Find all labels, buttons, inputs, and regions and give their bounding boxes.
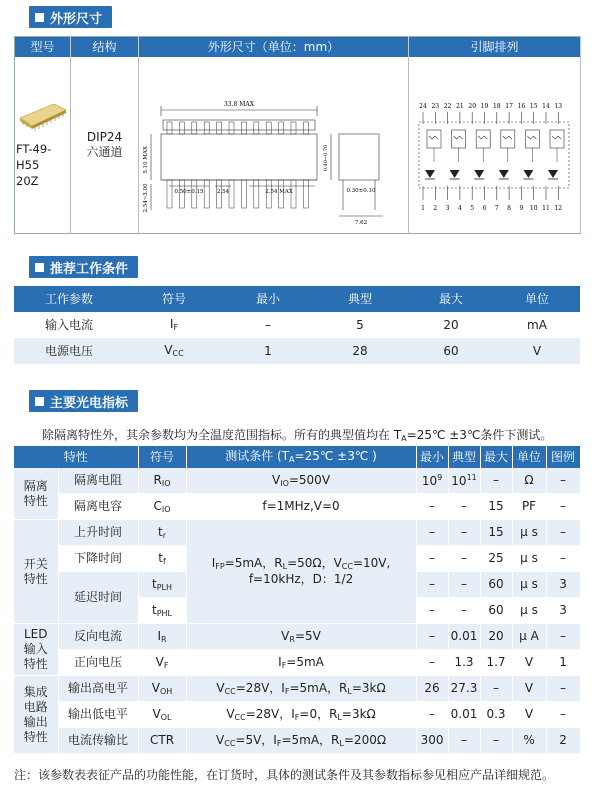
outline-drawing-cell	[139, 57, 409, 233]
fig-cell: –	[546, 676, 580, 702]
led-icon	[523, 170, 533, 178]
cond-sub: IO	[280, 478, 289, 488]
min-cell: –	[265, 317, 271, 332]
min-cell: –	[416, 702, 448, 728]
structure-cell	[71, 57, 139, 233]
symbol: t	[152, 576, 157, 591]
cond: I	[278, 654, 282, 669]
model-name-line1: FT-49-H55	[16, 142, 52, 172]
pin-lead-top	[192, 122, 197, 134]
table-row	[14, 468, 580, 494]
model-name-line2: 20Z	[16, 173, 39, 188]
output-stage	[501, 130, 515, 148]
structure-line1: DIP24	[86, 129, 123, 144]
intro-main: 除隔离特性外，其余参数均为全温度范围指标。所有的典型值均在 T	[42, 428, 402, 442]
led-icon	[548, 170, 558, 178]
fig-cell: –	[546, 520, 580, 546]
col-header: 典型	[312, 286, 408, 312]
fig-cell: –	[546, 702, 580, 728]
pin-number-top: 22	[443, 102, 452, 110]
pin-lead-top	[179, 122, 184, 134]
section-title-text: 推荐工作条件	[50, 261, 129, 277]
cond-part: =200Ω	[343, 732, 387, 747]
param-cell: 输入电流	[44, 317, 93, 332]
typ-cell: –	[448, 546, 480, 572]
pin-lead-top	[204, 122, 209, 134]
recommended-conditions-table	[14, 286, 580, 364]
cond-cell	[186, 468, 416, 494]
symbol-sub: f	[162, 556, 166, 566]
symbol-sub: R	[161, 634, 167, 644]
dim-pitch-total: 2.54 MAX	[265, 188, 293, 195]
led-icon	[474, 170, 484, 178]
cond-part: =3kΩ	[341, 706, 376, 721]
typ-cell: 5	[356, 317, 364, 332]
col-header: 引脚排列	[409, 37, 581, 58]
cond-sub: CC	[234, 712, 246, 722]
outline-table	[14, 36, 581, 234]
cond-tail: =500V	[288, 472, 331, 487]
symbol-cell	[138, 494, 186, 520]
fig-cell: –	[546, 624, 580, 650]
min-cell: –	[416, 572, 448, 598]
pin-lead-bottom	[303, 180, 308, 208]
pin-lead-top	[241, 122, 246, 134]
symbol: C	[153, 498, 162, 513]
cond-part: =28V，I	[235, 680, 285, 695]
pinout-diagram	[409, 60, 579, 230]
symbol: R	[153, 472, 162, 487]
intro-sub: A	[401, 434, 407, 443]
max-cell: 1.7	[480, 650, 512, 676]
min: 10	[421, 473, 438, 488]
symbol: V	[155, 654, 164, 669]
table-row	[14, 728, 580, 754]
fig-cell: 1	[546, 650, 580, 676]
pin-number-bottom: 4	[457, 204, 462, 212]
typ-cell: –	[448, 728, 480, 754]
cond-header-tail: =25℃ ±3℃ )	[294, 449, 377, 463]
param-name: 输出高电平	[58, 676, 138, 702]
min-cell: –	[416, 650, 448, 676]
square-icon	[35, 13, 44, 22]
fig-cell: 3	[546, 572, 580, 598]
pinout-cell	[409, 57, 581, 233]
cond: V	[281, 628, 290, 643]
pin-number-top: 24	[419, 102, 427, 110]
pin-lead-top	[279, 122, 284, 134]
symbol-cell	[138, 702, 186, 728]
pin-lead-bottom	[241, 180, 246, 208]
max-cell: –	[480, 676, 512, 702]
table-row	[14, 650, 580, 676]
cond-sub: L	[337, 712, 342, 722]
cond-sub: CC	[341, 562, 353, 571]
resistor-icon	[552, 136, 561, 139]
cond-part: =0，R	[299, 706, 338, 721]
outline-drawing	[139, 60, 407, 230]
dim-height: 5.10 MAX	[143, 145, 149, 174]
pin-number-top: 17	[505, 102, 513, 110]
section-title-text: 主要光电指标	[50, 395, 129, 411]
typ: 10	[451, 473, 467, 488]
cond-sub: F	[284, 686, 290, 696]
param-name: 隔离电容	[58, 494, 138, 520]
group-label	[14, 676, 58, 754]
pin-number-bottom: 9	[519, 204, 524, 212]
symbol: I	[157, 628, 161, 643]
cond-sub: L	[282, 562, 288, 571]
cond-part: =5V，I	[235, 732, 277, 747]
pin-lead-top	[229, 122, 234, 134]
pin-number-bottom: 8	[507, 204, 512, 212]
min-cell: –	[416, 494, 448, 520]
min-cell: 26	[416, 676, 448, 702]
col-header: 型号	[15, 37, 71, 58]
switch-cond-line2: f=10kHz，D：1/2	[248, 572, 354, 586]
model-cell	[15, 57, 71, 233]
cond-part: =5mA，R	[289, 680, 348, 695]
max-cell: –	[480, 468, 512, 494]
col-header: 最大	[408, 286, 494, 312]
cond-part: =28V，I	[245, 706, 295, 721]
min-cell: 300	[416, 728, 448, 754]
unit-cell: μ s	[512, 546, 546, 572]
table-row	[14, 338, 580, 364]
unit-cell: μ s	[512, 520, 546, 546]
intro-tail: =25℃ ±3℃条件下测试。	[406, 428, 553, 442]
pin-number-top: 19	[480, 102, 489, 110]
cond-part: =10V,	[352, 556, 391, 570]
cond-sub: FP	[215, 562, 225, 571]
col-header: 最小	[224, 286, 312, 312]
min-cell: –	[416, 598, 448, 624]
col-header: 最小	[416, 446, 448, 468]
resistor-icon	[527, 136, 536, 139]
structure-line2: 六通道	[86, 144, 123, 159]
symbol-cell	[124, 338, 224, 364]
symbol-sub: IO	[161, 504, 171, 514]
typ-cell: 28	[312, 338, 408, 364]
section-title-main-params	[29, 390, 138, 412]
dim-top-width: 33.8 MAX	[223, 100, 255, 108]
symbol-cell	[138, 650, 186, 676]
table-row	[14, 624, 580, 650]
unit-cell: V	[512, 702, 546, 728]
max-cell: 60	[408, 338, 494, 364]
symbol: t	[152, 602, 157, 617]
pin-lead-top	[303, 122, 308, 134]
symbol: V	[151, 680, 160, 695]
typ-sup: 11	[466, 472, 477, 482]
led-icon	[425, 170, 435, 178]
typ-cell: –	[448, 572, 480, 598]
symbol-sub: F	[163, 660, 169, 670]
symbol-cell	[138, 546, 186, 572]
square-icon	[35, 397, 44, 406]
table-row	[14, 702, 580, 728]
cond-cell	[186, 650, 416, 676]
col-header: 单位	[512, 446, 546, 468]
table-row	[14, 494, 580, 520]
symbol: t	[158, 550, 163, 565]
cond-part: =50Ω，V	[287, 556, 342, 570]
typ-cell	[448, 468, 480, 494]
param-name: 电流传输比	[58, 728, 138, 754]
min-cell	[416, 468, 448, 494]
dim-row-spacing: 7.62	[354, 219, 368, 226]
pin-number-bottom: 2	[433, 204, 438, 212]
pin-number-bottom: 1	[421, 204, 425, 212]
cond-part: =5mA，R	[224, 556, 283, 570]
symbol-cell: CTR	[138, 728, 186, 754]
max-cell: 15	[480, 494, 512, 520]
fig-cell: 3	[546, 598, 580, 624]
symbol-sub: PLH	[156, 582, 173, 592]
resistor-icon	[478, 136, 487, 139]
dim-lead-thk: 0.30±0.10	[346, 187, 376, 194]
min-cell: –	[416, 624, 448, 650]
pin-lead-bottom	[167, 180, 172, 208]
unit-cell: μ s	[512, 598, 546, 624]
square-icon	[35, 263, 44, 272]
pin-number-top: 20	[468, 102, 477, 110]
dim-pin-width: 0.50±0.15	[174, 188, 204, 195]
typ-cell: –	[448, 494, 480, 520]
pin-lead-top	[266, 122, 271, 134]
group-led-input: LED输入特性	[23, 627, 48, 671]
cond-part: V	[216, 732, 225, 747]
symbol-cell	[138, 520, 186, 546]
group-isolation: 隔离特性	[23, 478, 48, 508]
symbol: V	[152, 706, 161, 721]
cond-sub: F	[294, 712, 300, 722]
cond-tail: =5V	[294, 628, 321, 643]
param-name: 下降时间	[58, 546, 138, 572]
unit-cell: mA	[527, 317, 547, 332]
col-header: 结构	[71, 37, 139, 58]
cond-tail: =5mA	[286, 654, 324, 669]
min-cell: –	[416, 520, 448, 546]
unit-cell: %	[512, 728, 546, 754]
symbol-sub: OH	[159, 686, 173, 696]
cond-cell: f=1MHz,V=0	[186, 494, 416, 520]
main-params-table	[14, 446, 581, 754]
cond-sub: L	[339, 738, 344, 748]
cond-cell	[186, 702, 416, 728]
max-cell: 25	[480, 546, 512, 572]
symbol-cell	[138, 468, 186, 494]
symbol-cell	[138, 624, 186, 650]
cond-cell	[186, 728, 416, 754]
symbol: I	[169, 317, 174, 331]
output-stage	[550, 130, 564, 148]
symbol-sub: PHL	[156, 608, 173, 618]
col-header: 符号	[124, 286, 224, 312]
typ-cell: 0.01	[448, 702, 480, 728]
symbol-sub: IO	[161, 478, 171, 488]
cond-header-text: 测试条件 (T	[225, 449, 290, 463]
cond-part: I	[211, 556, 216, 570]
cond-cell	[186, 676, 416, 702]
pin-lead-bottom	[229, 180, 234, 208]
led-icon	[450, 170, 460, 178]
pin-number-top: 13	[554, 102, 563, 110]
pin-number-top: 18	[492, 102, 501, 110]
table-row	[14, 676, 580, 702]
section-title-recommended	[29, 256, 138, 278]
typ-cell: 0.01	[448, 624, 480, 650]
col-header: 最大	[480, 446, 512, 468]
max-cell: 60	[480, 598, 512, 624]
col-header	[186, 446, 416, 468]
param-cell: 电源电压	[14, 338, 124, 364]
pin-number-bottom: 7	[494, 204, 499, 212]
cond-header-sub: A	[289, 455, 295, 464]
param-name: 输出低电平	[58, 702, 138, 728]
pin-number-top: 15	[529, 102, 538, 110]
pin-number-bottom: 6	[482, 204, 487, 212]
cond-part: V	[216, 680, 225, 695]
output-stage	[476, 130, 490, 148]
unit-cell: V	[512, 650, 546, 676]
symbol-cell	[138, 598, 186, 624]
unit-cell: V	[494, 338, 580, 364]
resistor-icon	[454, 136, 463, 139]
max-cell: 20	[443, 317, 459, 332]
symbol-sub: F	[173, 323, 179, 332]
resistor-icon	[429, 136, 438, 139]
typ-cell: –	[448, 520, 480, 546]
max-cell: 20	[480, 624, 512, 650]
fig-cell: –	[546, 468, 580, 494]
cond-sub: F	[281, 660, 287, 670]
param-name: 隔离电阻	[58, 468, 138, 494]
footnote: 注：该参数表表征产品的功能性能，在订货时，具体的测试条件及其参数指标参见相应产品详细规范。	[14, 768, 555, 782]
pin-number-bottom: 11	[542, 204, 550, 212]
cond: V	[271, 472, 281, 487]
param-name: 反向电流	[58, 624, 138, 650]
symbol-sub: r	[162, 530, 167, 540]
cond-sub: L	[347, 686, 352, 696]
dim-side: 0.40~0.70	[323, 144, 329, 171]
max-cell: –	[480, 728, 512, 754]
unit-cell: μ A	[512, 624, 546, 650]
group-switching: 开关特性	[23, 556, 48, 586]
unit-cell: Ω	[512, 468, 546, 494]
symbol-cell	[124, 312, 224, 338]
chip-image	[18, 100, 68, 134]
param-name: 正向电压	[58, 650, 138, 676]
symbol-sub: OL	[160, 712, 172, 722]
cond-cell	[186, 624, 416, 650]
pin-lead-top	[167, 122, 172, 134]
pin-number-top: 21	[456, 102, 464, 110]
typ-cell: 27.3	[448, 676, 480, 702]
symbol-cell	[138, 676, 186, 702]
fig-cell: –	[546, 494, 580, 520]
param-name: 上升时间	[58, 520, 138, 546]
symbol: t	[158, 524, 163, 539]
min-cell: –	[416, 546, 448, 572]
led-icon	[499, 170, 509, 178]
col-header: 特性	[14, 446, 138, 468]
param-name: 延迟时间	[58, 572, 138, 624]
table-row	[14, 520, 580, 546]
col-header: 工作参数	[14, 286, 124, 312]
group-ic-output: 集成电路输出特性	[23, 684, 48, 744]
group-label	[14, 520, 58, 624]
table-row	[14, 312, 580, 338]
fig-cell: –	[546, 546, 580, 572]
typ-cell: –	[448, 598, 480, 624]
symbol-cell	[138, 572, 186, 598]
cond-part: =5mA，R	[281, 732, 340, 747]
cond-sub: CC	[224, 738, 236, 748]
pin-lead-bottom	[254, 180, 259, 208]
pin-lead-bottom	[204, 180, 209, 208]
col-header: 典型	[448, 446, 480, 468]
typ-cell: 1.3	[448, 650, 480, 676]
intro-text	[42, 426, 552, 443]
section-title-text: 外形尺寸	[50, 11, 103, 27]
unit-cell: PF	[512, 494, 546, 520]
dim-height2: 2.54~3.00	[143, 183, 149, 213]
resistor-icon	[503, 136, 512, 139]
cond-part: V	[226, 706, 235, 721]
fig-cell: 2	[546, 728, 580, 754]
pin-number-bottom: 5	[470, 204, 475, 212]
dim-pitch: 2.54	[216, 188, 230, 195]
min-sup: 9	[437, 472, 443, 482]
group-label	[14, 468, 58, 520]
output-stage	[452, 130, 466, 148]
pin-number-bottom: 10	[529, 204, 538, 212]
output-stage	[427, 130, 441, 148]
col-header: 外形尺寸（单位：mm）	[139, 37, 409, 58]
pin-number-bottom: 3	[445, 204, 450, 212]
pin-lead-top	[217, 122, 222, 134]
max-cell: 0.3	[480, 702, 512, 728]
cond-sub: R	[289, 634, 295, 644]
cond-part: =3kΩ	[351, 680, 386, 695]
unit-cell: μ s	[512, 572, 546, 598]
pin-number-top: 23	[431, 102, 440, 110]
col-header: 单位	[494, 286, 580, 312]
pin-lead-top	[291, 122, 296, 134]
max-cell: 60	[480, 572, 512, 598]
symbol: V	[164, 343, 173, 357]
col-header: 符号	[138, 446, 186, 468]
min-cell: 1	[224, 338, 312, 364]
switch-cond-line1	[187, 556, 416, 572]
pin-lead-top	[254, 122, 259, 134]
pin-number-bottom: 12	[554, 204, 563, 212]
output-stage	[525, 130, 539, 148]
symbol-sub: CC	[172, 349, 184, 358]
max-cell: 15	[480, 520, 512, 546]
group-label	[14, 624, 58, 676]
unit-cell: V	[512, 676, 546, 702]
cond-sub: F	[276, 738, 282, 748]
pin-number-top: 16	[517, 102, 526, 110]
pin-number-top: 14	[542, 102, 550, 110]
switch-cond-cell	[186, 520, 416, 624]
section-title-outline	[29, 6, 112, 28]
cond-sub: CC	[224, 686, 236, 696]
col-header: 图例	[546, 446, 580, 468]
